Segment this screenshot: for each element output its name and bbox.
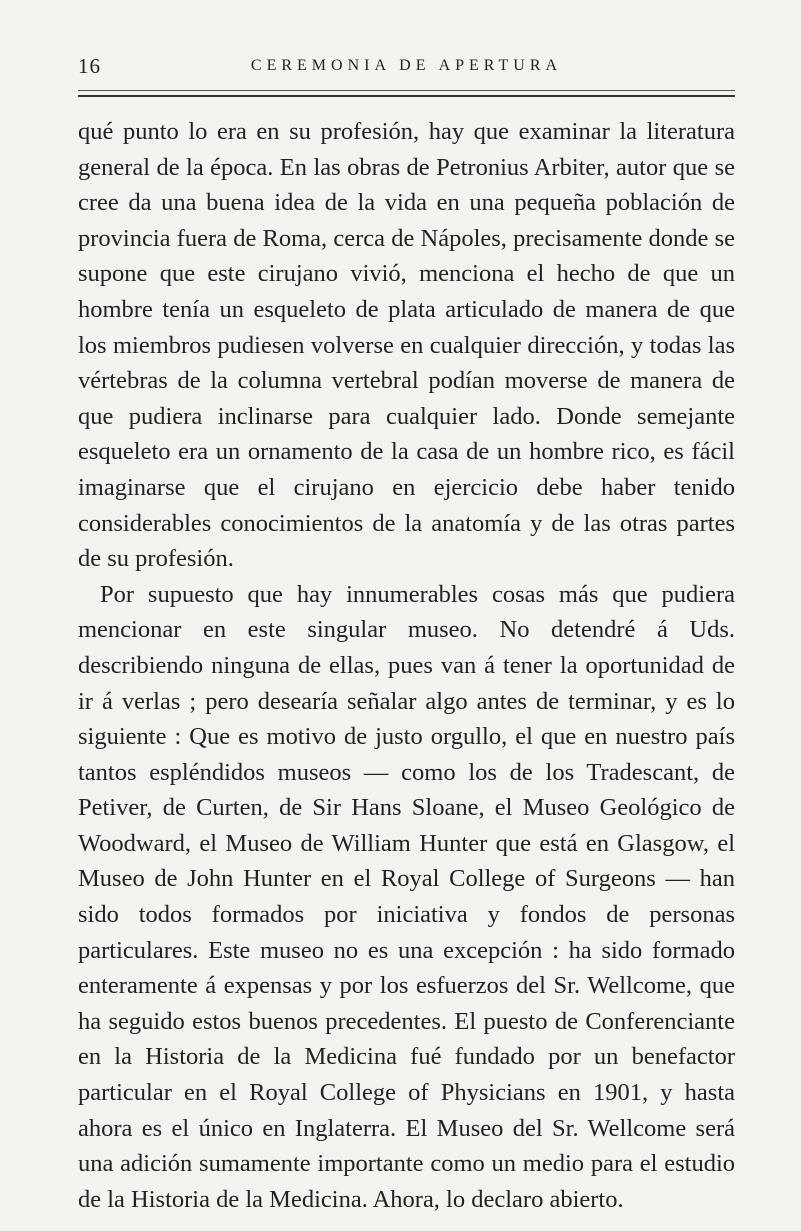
paragraph: Por supuesto que hay innumerables cosas más que pudiera mencionar en este singular museo. No detendré á Uds. describiendo ninguna de ellas, pues van á tener la oportunidad de ir á verlas ; pero desearía señalar algo antes de terminar, y es lo siguiente : Que es motivo de justo orgullo, el que en nuestro país tantos espléndidos museos — como los de los Tradescant, de Petiver, de Curten, de Sir Hans Sloane, el Museo Geológico de Woodward, el Museo de William Hunter que está en Glasgow, el Museo de John Hunter en el Royal College of Surgeons — han sido todos formados por iniciativa y fondos de personas particulares. Este museo no es una excepción : ha sido formado enteramente á expensas y por los esfuerzos del Sr. Wellcome, que ha seguido estos buenos precedentes. El puesto de Conferenciante en la Historia de la Medicina fué fundado por un benefactor particular en el Royal College of Physicians en 1901, y hasta ahora es el único en Inglaterra. El Museo del Sr. Wellcome será una adición sumamente importante como un medio para el estudio de la Historia de la Medicina. Ahora, lo declaro abierto. xyxy=(78,580,735,1213)
header-rule-thick xyxy=(78,95,735,97)
page-number: 16 xyxy=(78,54,101,78)
running-head: CEREMONIA DE APERTURA xyxy=(250,57,563,74)
page-header xyxy=(78,54,735,84)
paragraph-continued: qué punto lo era en su profesión, hay que examinar la literatura general de la época. En las obras de Petronius Arbiter, autor que se cree da una buena idea de la vida en una pequeña población de provincia fuera de Roma, cerca de Nápoles, precisamente donde se supone que este cirujano vivió, menciona el hecho de que un hombre tenía un esqueleto de plata articulado de manera de que los miembros pudiesen volverse en cualquier dirección, y todas las vértebras de la columna vertebral podían moverse de manera de que pudiera inclinarse para cualquier lado. Donde semejante esqueleto era un ornamento de la casa de un hombre rico, es fácil imaginarse que el cirujano en ejercicio debe haber tenido considerables conocimientos de la anatomía y de las otras partes de su profesión. xyxy=(78,118,735,573)
header-rule-thin xyxy=(78,90,735,91)
body-text xyxy=(78,114,735,1217)
